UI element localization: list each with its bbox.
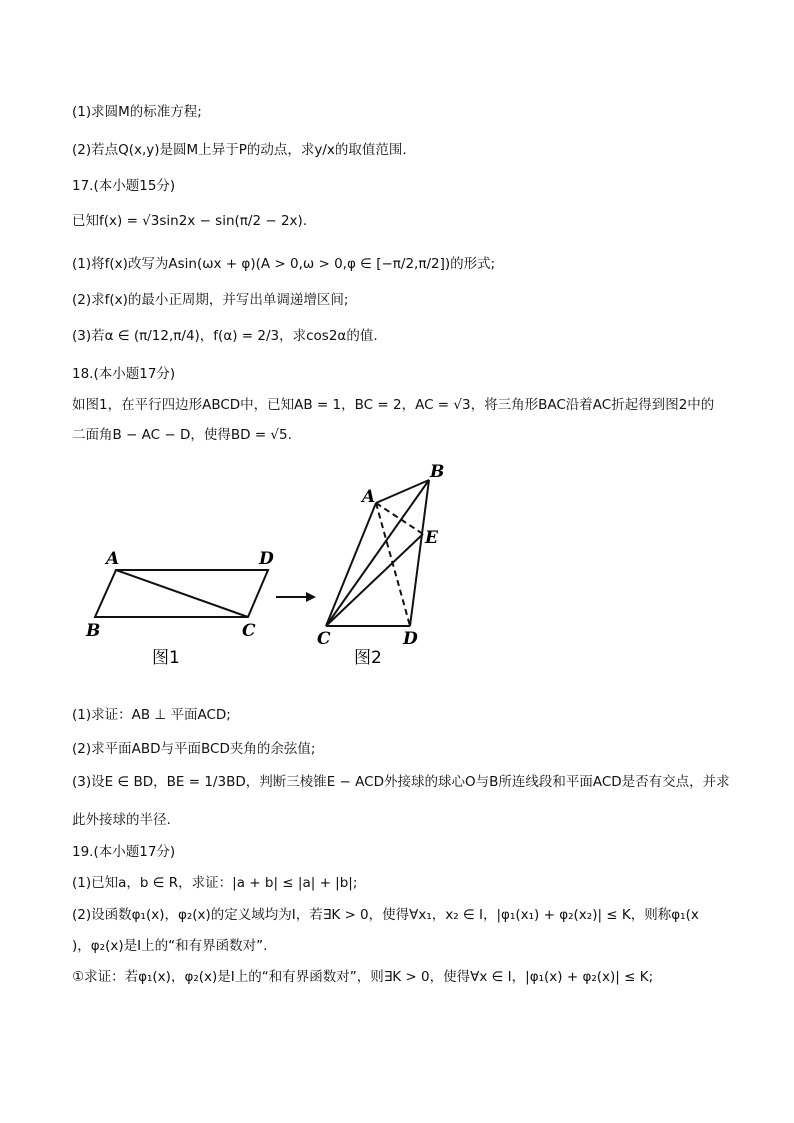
text-line: (1)将f(x)改写为Asin(ωx + φ)(A > 0,ω > 0,φ ∈ [−π/2,π/2])的形式;	[72, 256, 496, 272]
label-D: D	[403, 629, 418, 649]
label-A: A	[106, 549, 120, 569]
text-line: (2)设函数φ₁(x)，φ₂(x)的定义域均为I，若∃K > 0，使得∀x₁，x₂ ∈ I，|φ₁(x₁) + φ₂(x₂)| ≤ K，则称φ₁(x	[72, 907, 699, 923]
label-E: E	[425, 528, 438, 548]
arrow-icon	[276, 592, 316, 602]
caption-fig2: 图2	[354, 648, 382, 668]
label-A: A	[362, 487, 376, 507]
label-C: C	[242, 621, 256, 641]
problem-heading-19: 19.(本小题17分)	[72, 844, 176, 860]
text-line: 二面角B − AC − D，使得BD = √5.	[72, 427, 292, 443]
text-line: (1)求证：AB ⊥ 平面ACD;	[72, 707, 231, 723]
problem-heading-17: 17.(本小题15分)	[72, 178, 176, 194]
text-line: (3)若α ∈ (π/12,π/4)，f(α) = 2/3，求cos2α的值.	[72, 328, 378, 344]
geometry-figure	[72, 455, 492, 670]
figure-1-parallelogram	[95, 570, 268, 617]
text-line: (1)已知a，b ∈ R，求证：|a + b| ≤ |a| + |b|;	[72, 875, 358, 891]
text-line: (3)设E ∈ BD，BE = 1/3BD，判断三棱锥E − ACD外接球的球心O与B所连线段和平面ACD是否有交点，并求	[72, 774, 730, 790]
label-B: B	[86, 621, 101, 641]
label-B: B	[430, 462, 445, 482]
label-D: D	[259, 549, 274, 569]
text-line: 如图1，在平行四边形ABCD中，已知AB = 1，BC = 2，AC = √3，将三角形BAC沿着AC折起得到图2中的	[72, 397, 715, 413]
figure-2-tetrahedron	[326, 480, 429, 626]
diagonal-ac	[116, 570, 248, 617]
text-line: (1)求圆M的标准方程;	[72, 104, 202, 120]
text-line: 已知f(x) = √3sin2x − sin(π/2 − 2x).	[72, 213, 308, 229]
text-line: ①求证：若φ₁(x)，φ₂(x)是I上的“和有界函数对”，则∃K > 0，使得∀x ∈ I，|φ₁(x) + φ₂(x)| ≤ K;	[72, 969, 654, 985]
caption-fig1: 图1	[152, 648, 180, 668]
label-C: C	[317, 629, 331, 649]
problem-heading-18: 18.(本小题17分)	[72, 366, 176, 382]
text-line: (2)求平面ABD与平面BCD夹角的余弦值;	[72, 741, 316, 757]
text-line: 此外接球的半径.	[72, 812, 171, 828]
text-line: )，φ₂(x)是I上的“和有界函数对”.	[72, 938, 268, 954]
text-line: (2)若点Q(x,y)是圆M上异于P的动点，求y/x的取值范围.	[72, 142, 407, 158]
text-line: (2)求f(x)的最小正周期，并写出单调递增区间;	[72, 292, 349, 308]
